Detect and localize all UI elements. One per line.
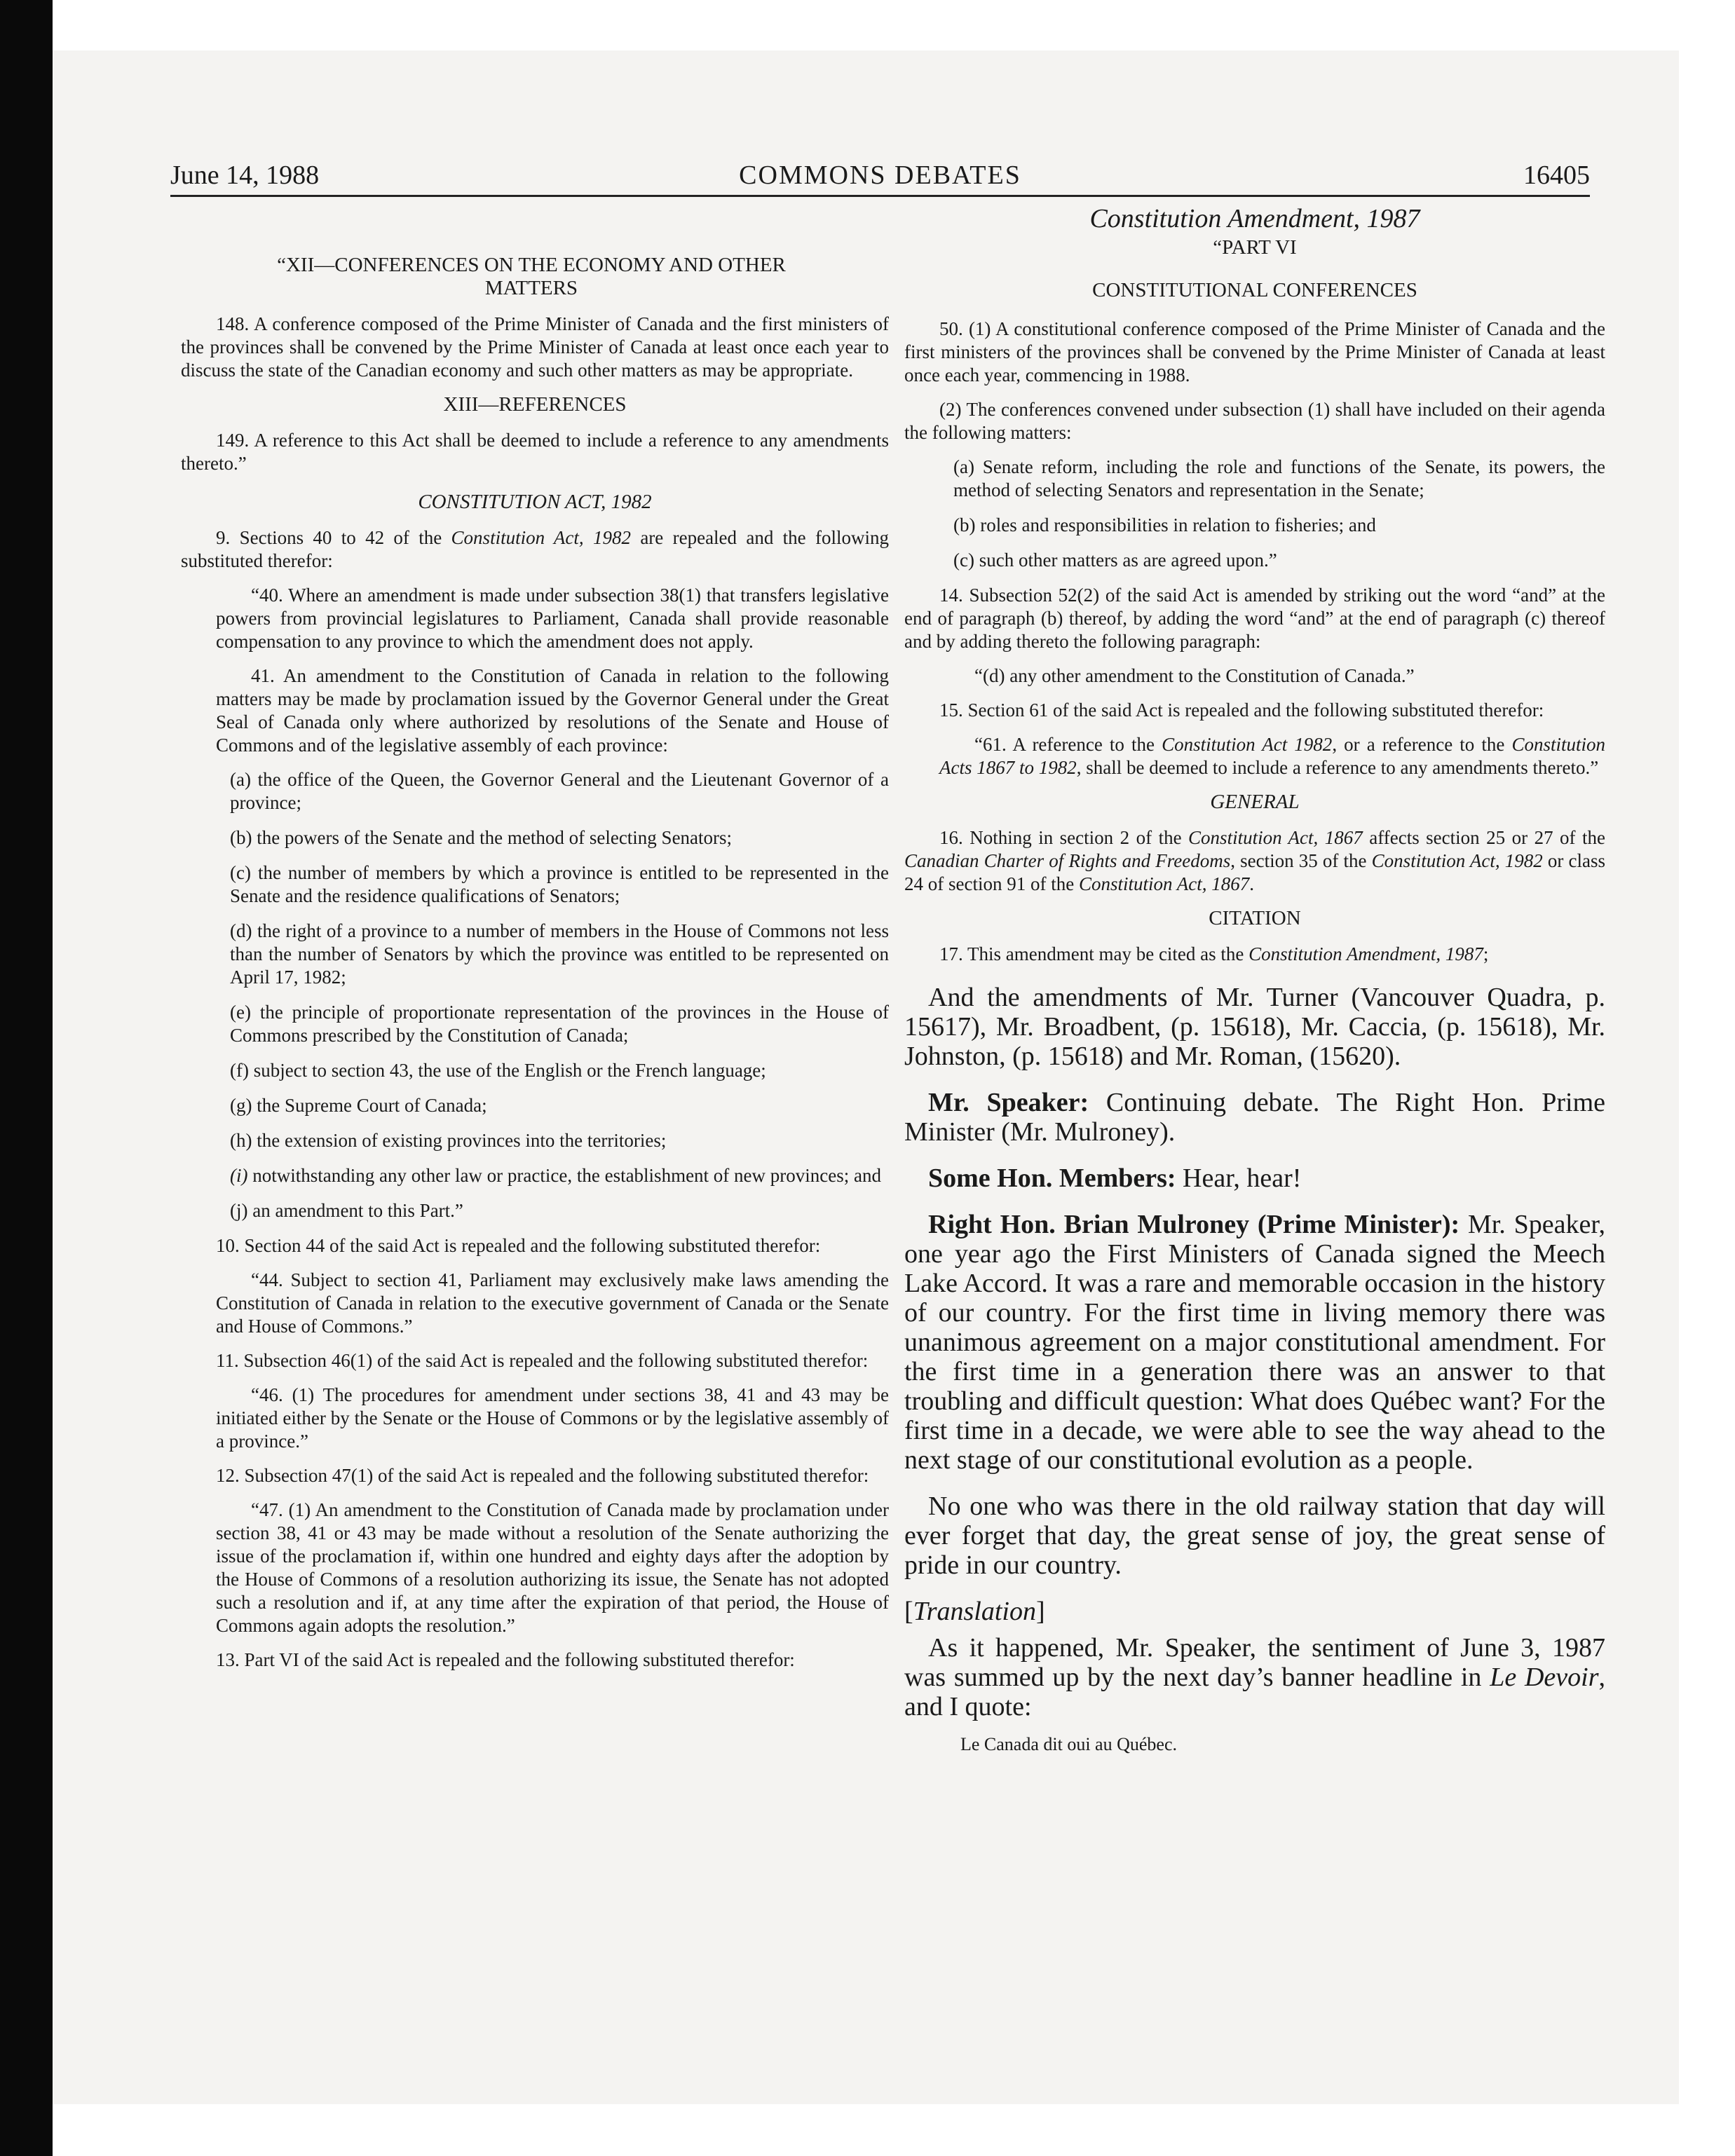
list-item-g: (g) the Supreme Court of Canada;	[230, 1095, 487, 1116]
list-item-f: (f) subject to section 43, the use of the English or the French language;	[230, 1060, 766, 1081]
paragraph-9: 9. Sections 40 to 42 of the Constitution Act, 1982 are repealed and the following substituted therefor:	[181, 527, 889, 571]
quote-section-61: “61. A reference to the Constitution Act 1982, or a reference to the Constitution Acts 1867 to 1982, shall be deemed to include a reference to any amendments thereto.”	[939, 734, 1606, 778]
section-heading-xiii: XIII—REFERENCES	[443, 393, 627, 416]
right-column	[904, 203, 1605, 1756]
part-vi-heading: “PART VI	[1213, 236, 1297, 259]
list-item-i: (i) notwithstanding any other law or practice, the establishment of new provinces; and	[230, 1165, 881, 1186]
paragraph-10: 10. Section 44 of the said Act is repealed and the following substituted therefor:	[216, 1235, 821, 1256]
paragraph-11: 11. Subsection 46(1) of the said Act is repealed and the following substituted therefor:	[216, 1350, 869, 1371]
speaker-paragraph: Mr. Speaker: Continuing debate. The Right Hon. Prime Minister (Mr. Mulroney).	[904, 1088, 1605, 1147]
paragraph-15: 15. Section 61 of the said Act is repealed and the following substituted therefor:	[939, 700, 1544, 721]
citation-heading: CITATION	[1209, 907, 1301, 929]
list-item-j: (j) an amendment to this Part.”	[230, 1200, 463, 1221]
paragraph-16: 16. Nothing in section 2 of the Constitution Act, 1867 affects section 25 or 27 of the Canadian Charter of Rights and Freedoms, section 35 of the Constitution Act, 1982 or class 24 of section 91 of the Constitution Act, 1867.	[904, 827, 1605, 894]
list-item-a: (a) the office of the Queen, the Governor General and the Lieutenant Governor of a province;	[230, 769, 889, 813]
constitutional-conferences-heading: CONSTITUTIONAL CONFERENCES	[1092, 279, 1417, 301]
speaker-label: Mr. Speaker:	[928, 1088, 1089, 1117]
railway-station-paragraph: No one who was there in the old railway station that day will ever forget that day, the great sense of joy, the great sense of pride in our country.	[904, 1492, 1605, 1580]
list-item-a: (a) Senate reform, including the role and functions of the Senate, its powers, the method of selecting Senators and representation in the Senate;	[953, 456, 1605, 500]
left-column	[181, 203, 889, 1683]
list-item-h: (h) the extension of existing provinces into the territories;	[230, 1130, 667, 1151]
header-date: June 14, 1988	[170, 161, 320, 190]
quote-section-47: “47. (1) An amendment to the Constitution of Canada made by proclamation under section 38, 41 or 43 may be made without a resolution of the Senate authorizing the issue of the proclamation if, within one hundred and eighty days after the adoption by the House of Commons of a resolution authorizing its issue, the Senate has not adopted such a resolution and if, at any time after the expiration of that period, the House of Commons again adopts the resolution.”	[216, 1499, 889, 1636]
translation-marker: [Translation]	[904, 1597, 1045, 1626]
paragraph-17: 17. This amendment may be cited as the Constitution Amendment, 1987;	[939, 943, 1489, 964]
quote-section-41: 41. An amendment to the Constitution of Canada in relation to the following matters may be made by proclamation issued by the Governor General under the Great Seal of Canada only where authorized by resolutions of the Senate and House of Commons and of the legislative assembly of each province:	[216, 665, 889, 756]
quote-paragraph-d: “(d) any other amendment to the Constitution of Canada.”	[974, 665, 1415, 686]
scan-border	[0, 0, 53, 2156]
page-header	[170, 153, 1590, 197]
paragraph-149: 149. A reference to this Act shall be deemed to include a reference to any amendments thereto.”	[181, 430, 889, 474]
quote-section-40: “40. Where an amendment is made under subsection 38(1) that transfers legislative powers from provincial legislatures to Parliament, Canada shall provide reasonable compensation to any province to which the amendment does not apply.	[216, 585, 889, 652]
amendments-paragraph: And the amendments of Mr. Turner (Vancouver Quadra, p. 15617), Mr. Broadbent, (p. 15618), Mr. Caccia, (p. 15618), Mr. Johnston, (p. 15618) and Mr. Roman, (15620).	[904, 983, 1605, 1071]
quote-section-44: “44. Subject to section 41, Parliament may exclusively make laws amending the Constitution of Canada in relation to the executive government of Canada or the Senate and House of Commons.”	[216, 1269, 889, 1337]
list-item-c: (c) the number of members by which a province is entitled to be represented in the Senate and the residence qualifications of Senators;	[230, 862, 889, 906]
prime-minister-paragraph: Right Hon. Brian Mulroney (Prime Minister): Mr. Speaker, one year ago the First Ministers of Canada signed the Meech Lake Accord. It was a rare and memorable occasion in the history of our country. For the first time in living memory there was unanimous agreement on a major constitutional amendment. For the first time in a generation there was an answer to that troubling and difficult question: What does Québec want? For the first time in a decade, we were able to see the way ahead to the next stage of our constitutional evolution as a people.	[904, 1210, 1605, 1475]
running-head: Constitution Amendment, 1987	[1089, 204, 1420, 233]
paragraph-12: 12. Subsection 47(1) of the said Act is repealed and the following substituted therefor:	[216, 1465, 869, 1486]
french-quote: Le Canada dit oui au Québec.	[960, 1734, 1177, 1754]
list-item-b: (b) the powers of the Senate and the method of selecting Senators;	[230, 827, 733, 848]
page-number: 16405	[1523, 161, 1590, 190]
general-heading: GENERAL	[1210, 791, 1300, 813]
list-item-d: (d) the right of a province to a number of members in the House of Commons not less than the number of Senators by which the province was entitled to be represented on April 17, 1982;	[230, 920, 889, 988]
le-devoir-paragraph: As it happened, Mr. Speaker, the sentiment of June 3, 1987 was summed up by the next day’s banner headline in Le Devoir, and I quote:	[904, 1633, 1605, 1721]
paragraph-13: 13. Part VI of the said Act is repealed and the following substituted therefor:	[216, 1649, 795, 1670]
paragraph-14: 14. Subsection 52(2) of the said Act is amended by striking out the word “and” at the end of paragraph (b) thereof, by adding the word “and” at the end of paragraph (c) thereof and by adding thereto the following paragraph:	[904, 585, 1605, 652]
header-title: COMMONS DEBATES	[739, 161, 1021, 190]
scan-margin	[53, 0, 1735, 50]
members-label: Some Hon. Members:	[928, 1164, 1176, 1193]
prime-minister-label: Right Hon. Brian Mulroney (Prime Minister):	[928, 1210, 1460, 1239]
paragraph-148: 148. A conference composed of the Prime Minister of Canada and the first ministers of the provinces shall be convened by the Prime Minister of Canada at least once each year to discuss the state of the Canadian economy and such other matters as may be appropriate.	[181, 313, 889, 381]
paragraph-50-1: 50. (1) A constitutional conference composed of the Prime Minister of Canada and the first ministers of the provinces shall be convened by the Prime Minister of Canada at least once each year, commencing in 1988.	[904, 318, 1605, 386]
section-heading-xii: “XII—CONFERENCES ON THE ECONOMY AND OTHER MATTERS	[277, 254, 786, 299]
members-paragraph: Some Hon. Members: Hear, hear!	[928, 1164, 1302, 1193]
list-item-e: (e) the principle of proportionate representation of the provinces in the House of Commons prescribed by the Constitution of Canada;	[230, 1002, 889, 1046]
paragraph-50-2: (2) The conferences convened under subsection (1) shall have included on their agenda the following matters:	[904, 399, 1605, 443]
list-item-b: (b) roles and responsibilities in relation to fisheries; and	[953, 514, 1376, 535]
list-item-c: (c) such other matters as are agreed upon.”	[953, 550, 1277, 571]
act-heading: CONSTITUTION ACT, 1982	[418, 491, 652, 513]
quote-section-46: “46. (1) The procedures for amendment under sections 38, 41 and 43 may be initiated either by the Senate or the House of Commons or by the legislative assembly of a province.”	[216, 1384, 889, 1452]
